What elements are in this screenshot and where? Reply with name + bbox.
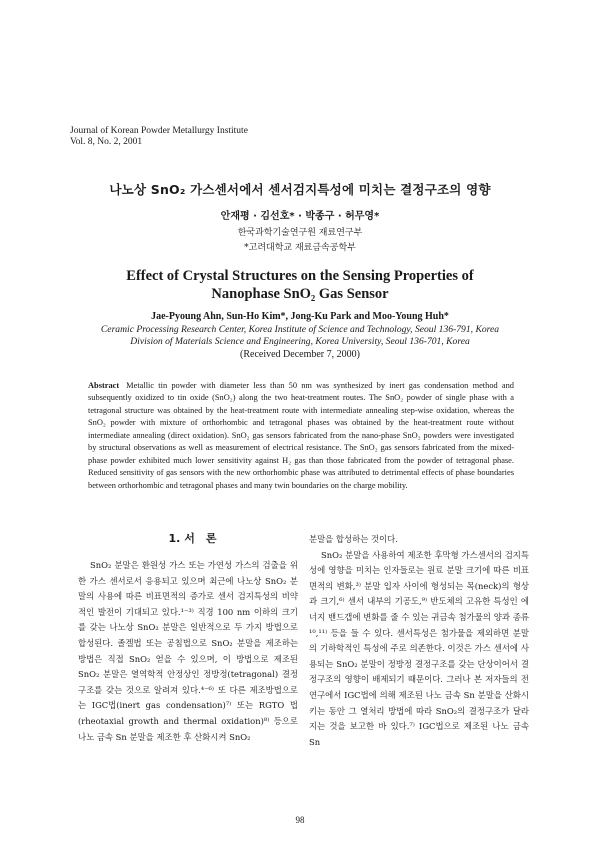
body-paragraph: SnO₂ 분말을 사용하여 제조한 후막형 가스센서의 검지특성에 영향을 미치는 인자들로는 원료 분말 크기에 따른 비표면적의 변화,³⁾ 분말 입자 사이에 형성되는 목(neck)의 형상과 크기,⁶⁾ 센서 내부의 기공도,⁹⁾ 반도체의 고유한 특성인 에너지 밴드갭에 변화를 줄 수 있는 귀금속 첨가물의 양과 종류¹⁰,¹¹⁾ 등을 들 수 있다. 센서특성은 첨가물을 제외하면 분말의 기하학적인 특성에 주로 의존한다. 이것은 가스 센서에 사용되는 SnO₂ 분말이 정방정 결정구조를 갖는 단상이어서 결정구조의 영향이 배제되기 때문이다. 그러나 본 저자들의 전 연구에서 IGC법에 의해 제조된 나노 금속 Sn 분말을 산화시키는 동안 그 열처리 방법에 따라 SnO₂의 결정구조가 달라지는 것을 보고한 바 있다.⁷⁾ IGC법으로 제조된 나노 금속 Sn — [309, 549, 529, 747]
section-heading-introduction: 1. 서 론 — [168, 532, 217, 545]
journal-header — [70, 126, 248, 148]
korean-authors: 안재평 · 김선호* · 박종구 · 허무영* — [220, 211, 380, 222]
english-title — [0, 267, 600, 303]
body-paragraph: 분말을 합성하는 것이다. — [309, 534, 398, 544]
body-column-left — [78, 558, 298, 745]
korean-affiliation-1: 한국과학기술연구원 재료연구부 — [237, 228, 363, 238]
page-number: 98 — [295, 815, 305, 825]
body-column-right — [309, 532, 529, 750]
received-date: (Received December 7, 2000) — [240, 349, 360, 360]
journal-volume: Vol. 8, No. 2, 2001 — [70, 137, 143, 147]
english-title-line-1: Effect of Crystal Structures on the Sensing Properties of — [126, 268, 474, 284]
english-title-line-2: Nanophase SnO₂ Gas Sensor — [211, 286, 389, 302]
abstract-text: Metallic tin powder with diameter less than 50 nm was synthesized by inert gas condensation method and subsequently oxidized to tin oxide (SnO₂) along the two heat-treatment routes. The SnO₂ powder of single phase with a tetragonal structure was obtained by the heat-treatment route with intermediate annealing step-wise oxidation, whereas the SnO₂ powder with mixture of orthorhombic and tetragonal phases was obtained by the heat-treatment route without intermediate annealing (direct oxidation). SnO₂ gas sensors fabricated from the nano-phase SnO₂ powders were investigated by structural observations as well as measurement of electrical resistance. The SnO₂ gas sensors fabricated from the mixed-phase powder exhibited much lower sensitivity against H₂ gas than those fabricated from the powder of tetragonal phase. Reduced sensitivity of gas sensors with the new orthorhombic phase was attributed to detrimental effects of phase boundaries between orthorhombic and tetragonal phases and many twin boundaries on the charge mobility. — [88, 381, 514, 490]
korean-affiliation-2: *고려대학교 재료금속공학부 — [244, 243, 356, 253]
english-affiliation-2: Division of Materials Science and Engineering, Korea University, Seoul 136-701, Korea — [130, 336, 470, 347]
abstract — [88, 380, 514, 492]
abstract-label: Abstract — [88, 381, 120, 390]
korean-title: 나노상 SnO₂ 가스센서에서 센서검지특성에 미치는 결정구조의 영향 — [109, 182, 491, 197]
journal-name: Journal of Korean Powder Metallurgy Institute — [70, 126, 248, 136]
english-affiliation-1: Ceramic Processing Research Center, Korea Institute of Science and Technology, Seoul 136-791, Korea — [100, 324, 500, 335]
body-paragraph: SnO₂ 분말은 환원성 가스 또는 가연성 가스의 검출을 위한 가스 센서로서 응용되고 있으며 최근에 나노상 SnO₂ 분말의 사용에 따른 비표면적의 증가로 센서 검지특성의 비약적인 발전이 기대되고 있다.¹⁻³⁾ 직경 100 nm 이하의 크기를 갖는 나노상 SnO₂ 분말은 일반적으로 두 가지 방법으로 합성된다. 졸겔법 또는 공침법으로 SnO₂ 분말을 제조하는 방법은 직접 SnO₂ 얻을 수 있으며, 이 방법으로 제조된 SnO₂ 분말은 열역학적 안정상인 정방정(tetragonal) 결정구조를 갖는 것으로 알려져 있다.⁴⁻⁶⁾ 또 다른 제조방법으로는 IGC법(inert gas condensation)⁷⁾ 또는 RGTO 법(rheotaxial growth and thermal oxidation)⁸⁾ 등으로 나노 금속 Sn 분말을 제조한 후 산화시켜 SnO₂ — [78, 560, 298, 742]
english-authors: Jae-Pyoung Ahn, Sun-Ho Kim*, Jong-Ku Park and Moo-Young Huh* — [151, 311, 449, 322]
